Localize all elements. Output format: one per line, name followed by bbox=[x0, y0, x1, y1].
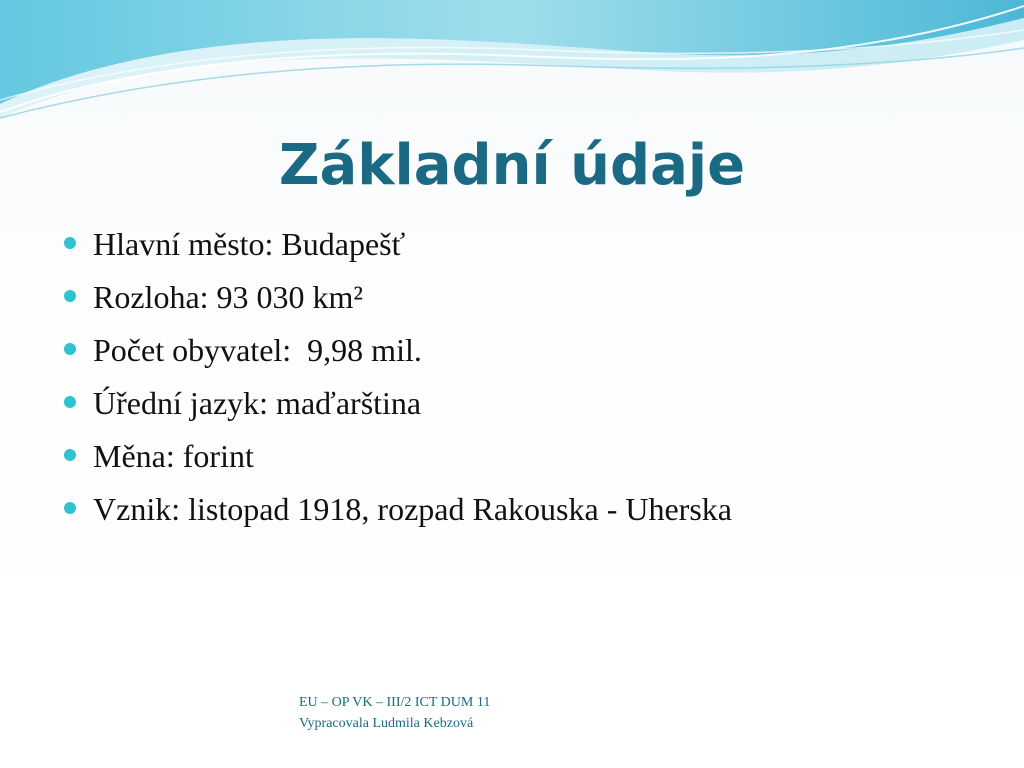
bullet-dot-icon bbox=[64, 237, 76, 249]
bullet-item bbox=[62, 324, 1002, 377]
bullet-text: Vznik: listopad 1918, rozpad Rakouska - Uherska bbox=[93, 491, 732, 527]
bullet-text: Úřední jazyk: maďarština bbox=[93, 385, 422, 421]
bullet-list bbox=[62, 218, 1002, 536]
slide-footer bbox=[299, 692, 490, 734]
bullet-dot-icon bbox=[64, 502, 76, 514]
slide-title: Základní údaje bbox=[278, 133, 746, 198]
bullet-item bbox=[62, 483, 1002, 536]
bullet-text: Měna: forint bbox=[93, 438, 254, 474]
footer-line-author: Vypracovala Ludmila Kebzová bbox=[299, 716, 474, 731]
footer-line-project: EU – OP VK – III/2 ICT DUM 11 bbox=[299, 695, 491, 710]
bullet-dot-icon bbox=[64, 343, 76, 355]
bullet-text: Rozloha: 93 030 km² bbox=[93, 279, 364, 315]
bullet-item bbox=[62, 218, 1002, 271]
bullet-text: Počet obyvatel: 9,98 mil. bbox=[93, 332, 422, 368]
bullet-item bbox=[62, 430, 1002, 483]
bullet-item bbox=[62, 377, 1002, 430]
bullet-dot-icon bbox=[64, 396, 76, 408]
bullet-dot-icon bbox=[64, 449, 76, 461]
bullet-text: Hlavní město: Budapešť bbox=[93, 226, 406, 262]
header-wave-decoration bbox=[0, 0, 1024, 130]
bullet-item bbox=[62, 271, 1002, 324]
bullet-dot-icon bbox=[64, 290, 76, 302]
